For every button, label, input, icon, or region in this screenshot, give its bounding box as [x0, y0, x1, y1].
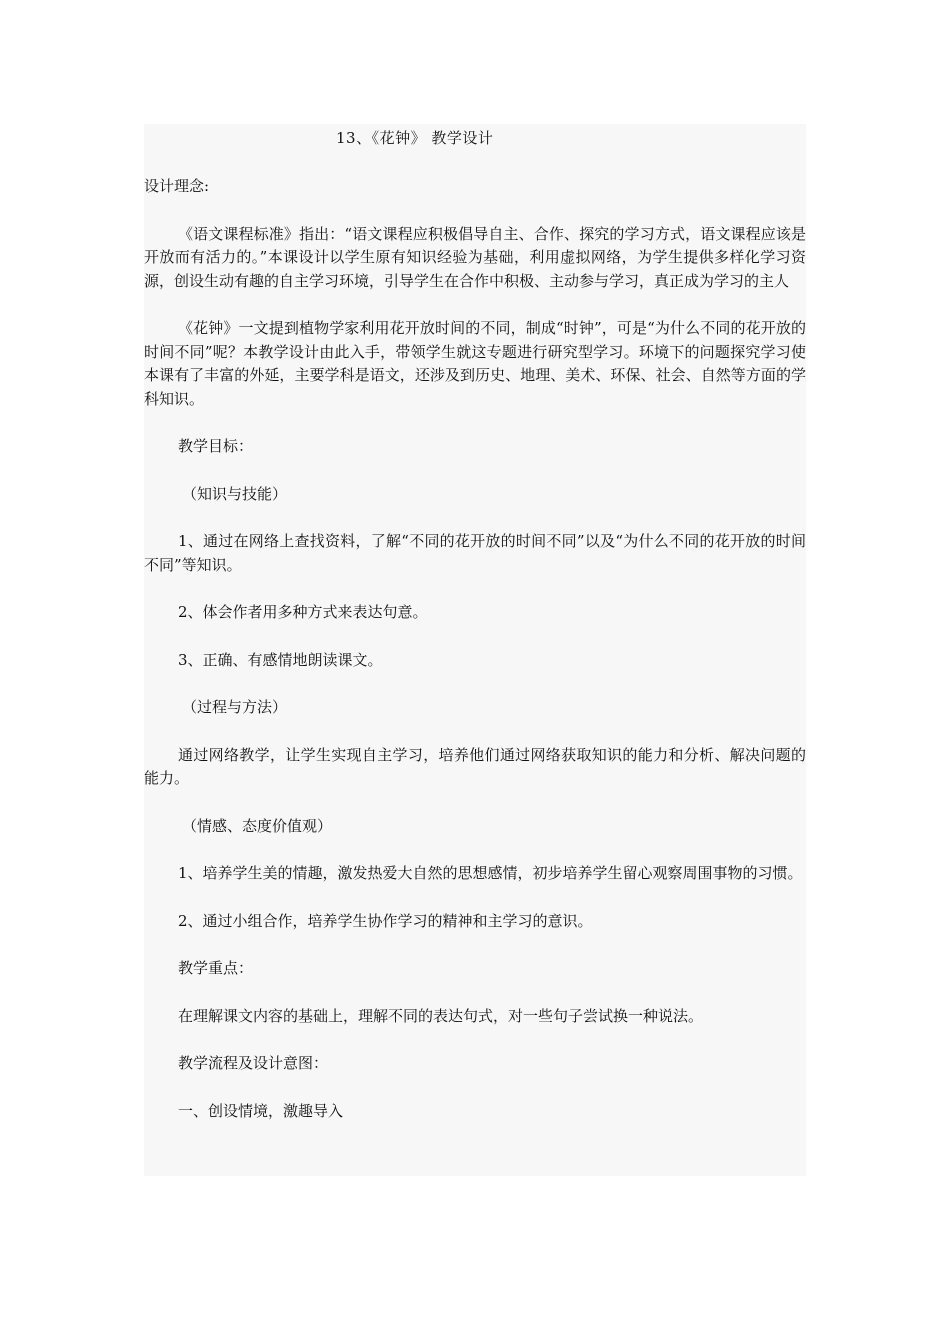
subheading-knowledge-skills: （知识与技能） — [182, 484, 288, 503]
document-title: 13、《花钟》 教学设计 — [336, 129, 494, 147]
subheading-emotion-values: （情感、态度价值观） — [182, 816, 333, 835]
section-heading-teaching-goals: 教学目标： — [178, 437, 254, 455]
section-heading-design-concept: 设计理念: — [144, 177, 210, 195]
paragraph-key-points: 在理解课文内容的基础上，理解不同的表达句式，对一些句子尝试换一种说法。 — [178, 1006, 704, 1025]
subheading-process-method: （过程与方法） — [182, 698, 288, 716]
document-body — [144, 124, 806, 1123]
section-heading-teaching-flow: 教学流程及设计意图： — [178, 1054, 329, 1072]
paragraph-network-teaching: 通过网络教学，让学生实现自主学习，培养他们通过网络获取知识的能力和分析、解决问题的能力。 — [144, 745, 806, 787]
paragraph-curriculum-standard: 《语文课程标准》指出：“语文课程应积极倡导自主、合作、探究的学习方式，语文课程应该是开放而有活力的。”本课设计以学生原有知识经验为基础，利用虚拟网络，为学生提供多样化学习资源，创设生动有趣的自主学习环境，引导学生在合作中积极、主动参与学习，真正成为学习的主人 — [144, 224, 806, 290]
paragraph-flower-clock-intro: 《花钟》一文提到植物学家利用花开放时间的不同，制成“时钟”，可是“为什么不同的花开放的时间不同”呢？本教学设计由此入手，带领学生就这专题进行研究型学习。环境下的问题探究学习使本课有了丰富的外延，主要学科是语文，还涉及到历史、地理、美术、环保、社会、自然等方面的学科知识。 — [144, 319, 806, 408]
emotion-item-1: 1、培养学生美的情趣，激发热爱大自然的思想感情，初步培养学生留心观察周围事物的习惯。 — [178, 864, 803, 882]
flow-step-1: 一、创设情境，激趣导入 — [178, 1101, 344, 1120]
goal-item-1: 1、通过在网络上查找资料，了解“不同的花开放的时间不同”以及“为什么不同的花开放的时间不同”等知识。 — [144, 532, 806, 574]
section-heading-key-points: 教学重点： — [178, 959, 254, 977]
goal-item-2: 2、体会作者用多种方式来表达句意。 — [178, 603, 428, 621]
emotion-item-2: 2、通过小组合作，培养学生协作学习的精神和主学习的意识。 — [178, 911, 593, 930]
goal-item-3: 3、正确、有感情地朗读课文。 — [178, 650, 383, 669]
